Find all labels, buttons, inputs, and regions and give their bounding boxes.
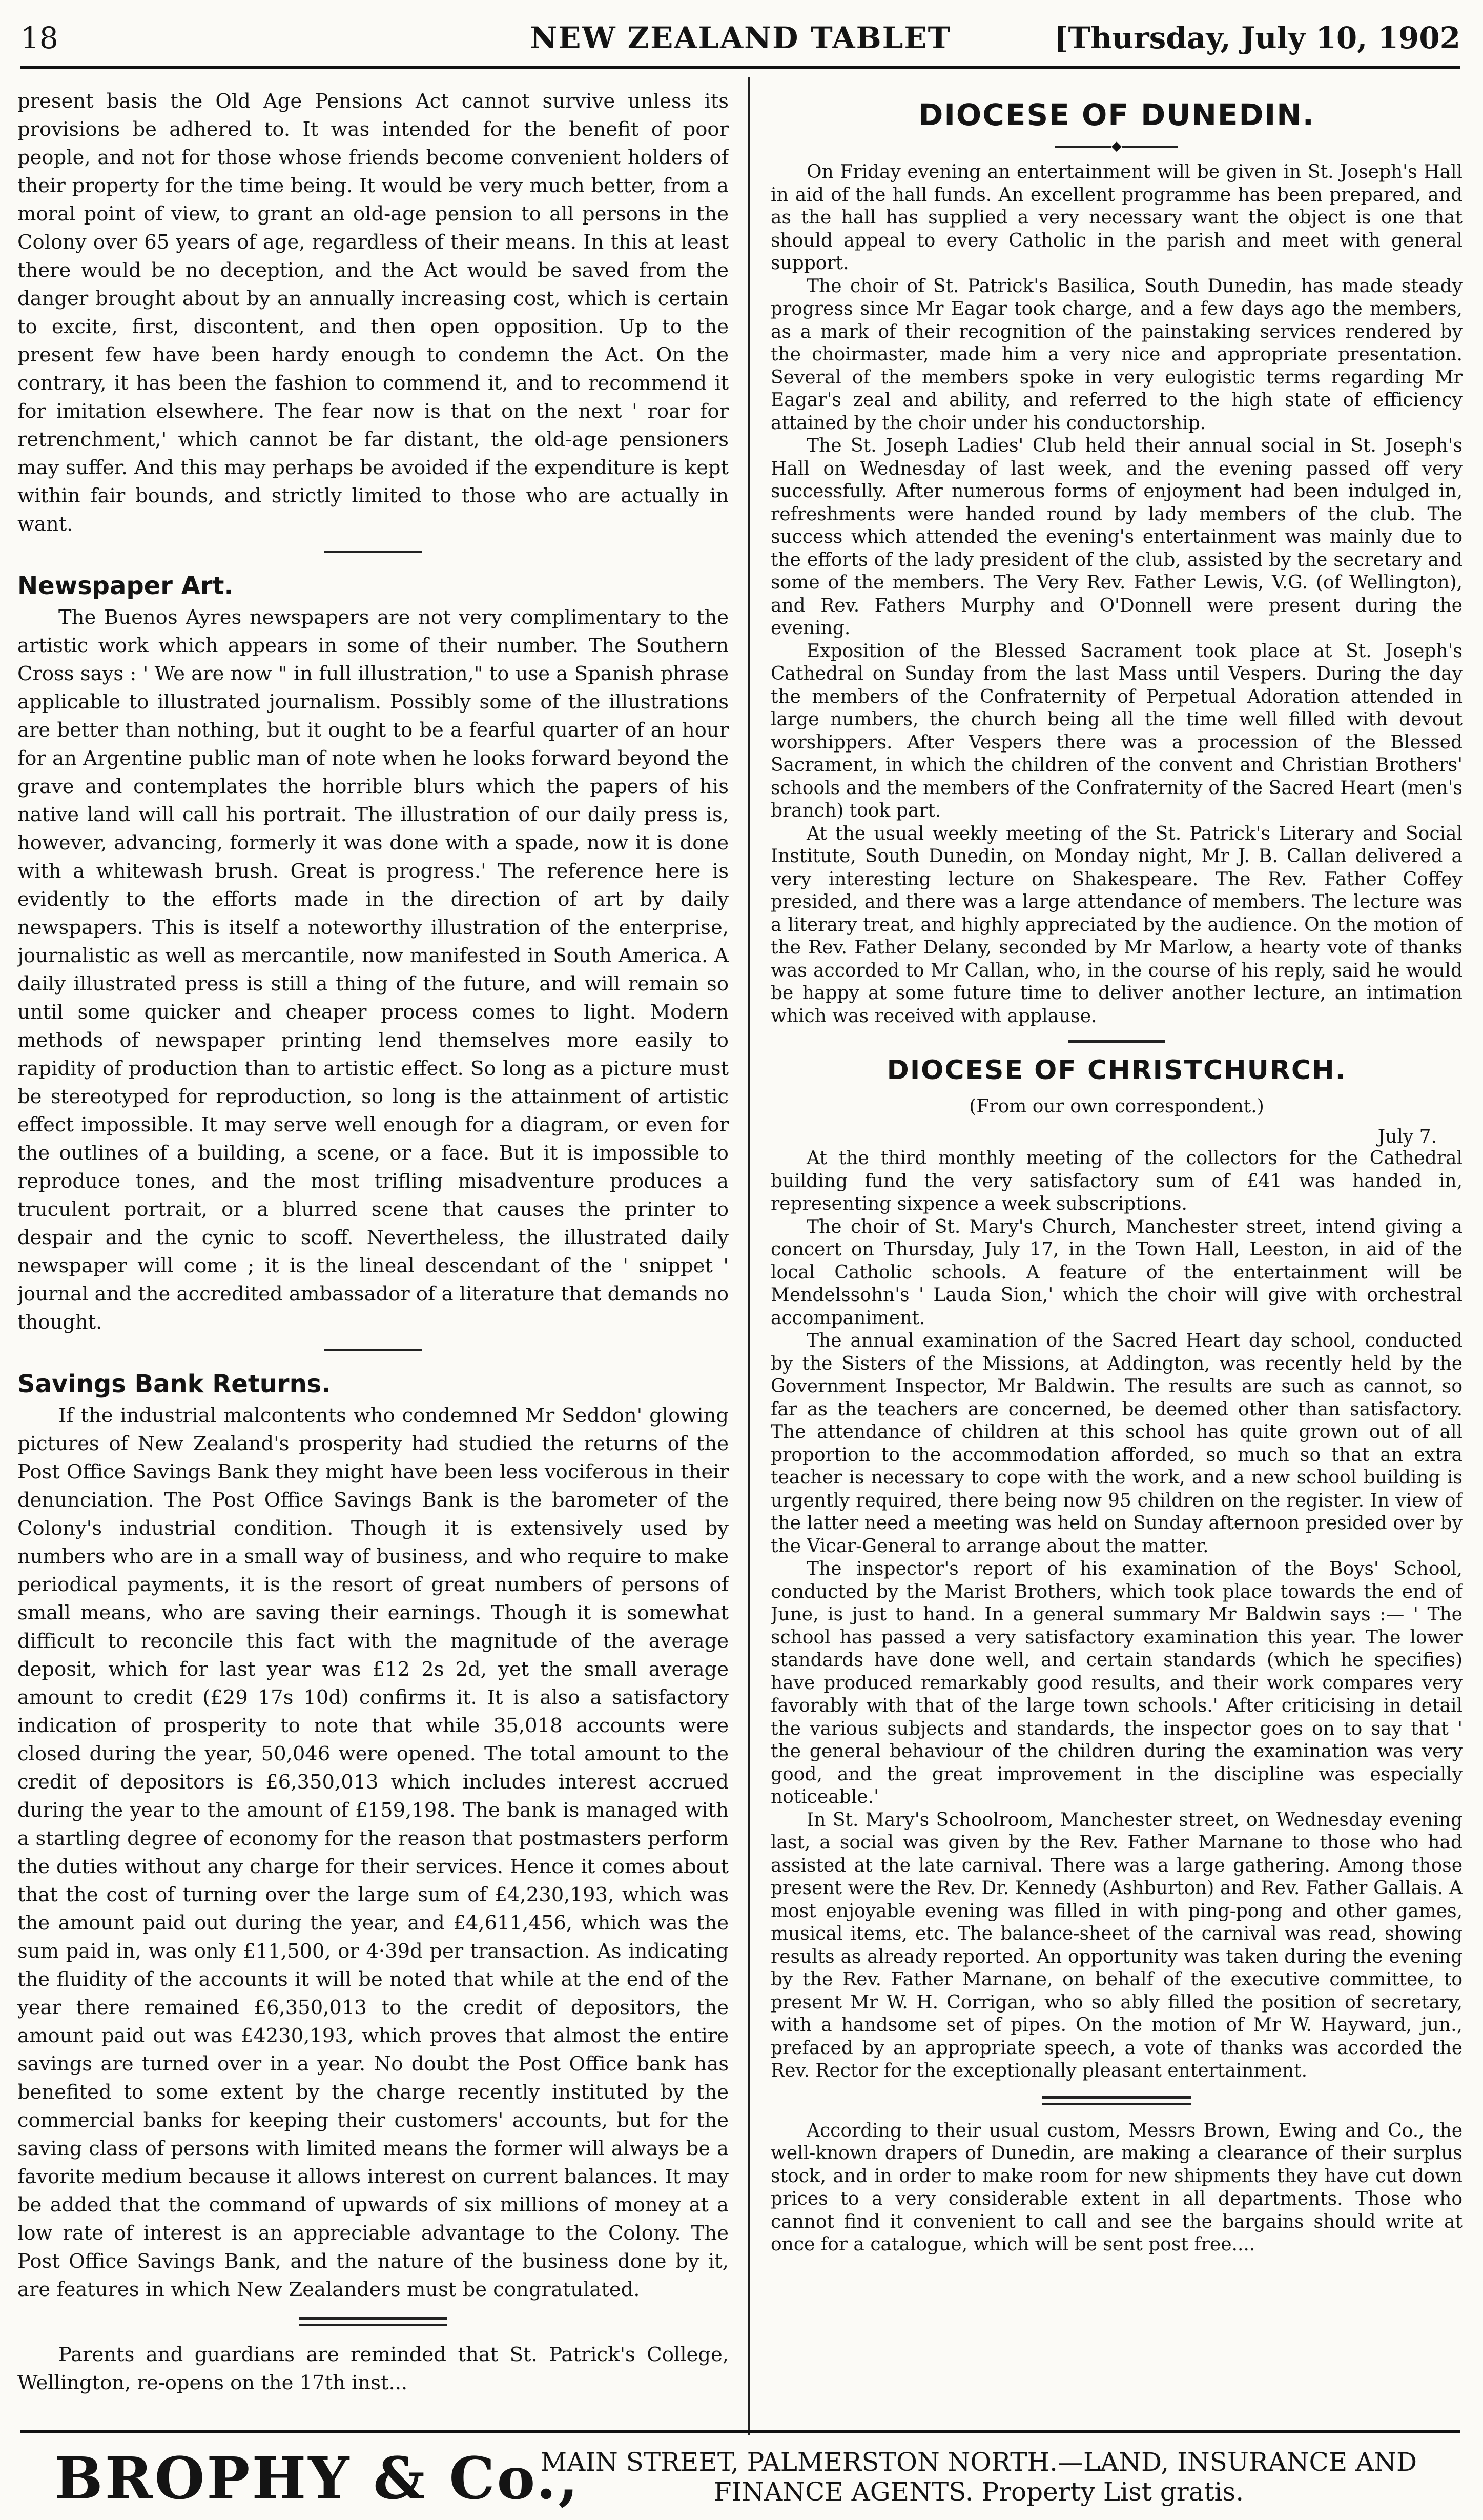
christchurch-paragraph: In St. Mary's Schoolroom, Manchester street, on Wednesday evening last, a social was given by the Rev. Father Marnane to those who had assisted at the late carnival. There was a large gathering. Among those present were the Rev. Dr. Kennedy (Ashburton) and Rev. Father Gallais. A most enjoyable evening was filled in with ping-pong and other games, musical items, etc. The balance-sheet of the carnival was read, showing results as already reported. An opportunity was taken during the evening by the Rev. Father Marnane, on behalf of the executive committee, to present Mr W. H. Corrigan, who so ably filled the position of secretary, with a handsome set of pipes. On the motion of Mr W. Hayward, jun., prefaced by an appropriate speech, a vote of thanks was accorded the Rev. Rector for the exceptionally pleasant entertainment. [771,1809,1463,2081]
advertisement-footer [20,2440,1460,2512]
dunedin-paragraph: At the usual weekly meeting of the St. Patrick's Literary and Social Institute, South Dunedin, on Monday night, Mr J. B. Callan delivered a very interesting lecture on Shakespeare. The Rev. Father Coffey presided, and there was a large attendance of members. The lecture was a literary treat, and highly appreciated by the audience. On the motion of the Rev. Father Delany, seconded by Mr Marlow, a hearty vote of thanks was accorded to Mr Callan, who, in the course of his reply, said he would be happy at some future time to deliver another lecture, an intimation which was received with applause. [771,823,1463,1027]
section-divider [324,1349,422,1351]
address-line-1: MAIN STREET, PALMERSTON NORTH.—LAND, INSURANCE AND [540,2447,1417,2477]
drapers-notice: According to their usual custom, Messrs Brown, Ewing and Co., the well-known drapers of Dunedin, are making a clearance of their surplus stock, and in order to make room for new shipments they have cut down prices to a very considerable extent in all departments. Those who cannot find it convenient to call and see the bargains should write at once for a catalogue, which will be sent post free.... [771,2120,1463,2255]
correspondent-note: (From our own correspondent.) [969,1096,1264,1117]
dunedin-paragraph: On Friday evening an entertainment will be given in St. Joseph's Hall in aid of the hall funds. An excellent programme has been prepared, and as the hall has supplied a very necessary want the object is one that should appeal to every Catholic in the parish and meet with general support. [771,161,1463,274]
address-line-2: FINANCE AGENTS. Property List gratis. [713,2477,1244,2507]
advertiser-name: BROPHY & Co., [54,2445,581,2512]
footer-rule [20,2430,1460,2433]
page-header [20,9,1460,69]
christchurch-paragraph: At the third monthly meeting of the collectors for the Cathedral building fund the very satisfactory sum of £41 was handed in, representing sixpence a week subscriptions. [771,1148,1463,1214]
christchurch-paragraph: The inspector's report of his examination of the Boys' School, conducted by the Marist Brothers, which took place towards the end of June, is just to hand. In a general summary Mr Baldwin says :— ' The school has passed a very satisfactory examination this year. The lower standards have done well, and certain standards (which he specifies) have produced remarkably good results, and their work compares very favorably with that of the large town schools.' After criticising in detail the various subjects and standards, the inspector goes on to say that ' the general behaviour of the children during the examination was very good, and the great improvement in the discipline was especially noticeable.' [771,1558,1463,1807]
section-divider [324,551,422,553]
ornament-divider: ◆ [771,138,1463,154]
double-divider [299,2317,447,2326]
christchurch-heading: DIOCESE OF CHRISTCHURCH. [887,1055,1347,1086]
newspaper-art-heading: Newspaper Art. [17,572,234,600]
dateline: July 7. [1377,1126,1437,1147]
issue-date: [Thursday, July 10, 1902 [1054,21,1460,55]
savings-bank-heading: Savings Bank Returns. [17,1370,331,1398]
savings-bank-paragraph: If the industrial malcontents who condemned Mr Seddon' glowing pictures of New Zealand's prosperity had studied the returns of the Post Office Savings Bank they might have been less vociferous in their denunciation. The Post Office Savings Bank is the barometer of the Colony's industrial condition. Though it is extensively used by numbers who are in a small way of business, and who require to make periodical payments, it is the resort of great numbers of persons of small means, who are saving their earnings. Though it is somewhat difficult to reconcile this fact with the magnitude of the average deposit, which for last year was £12 2s 2d, yet the small average amount to credit (£29 17s 10d) confirms it. It is also a satisfactory indication of prosperity to note that while 35,018 accounts were closed during the year, 50,046 were opened. The total amount to the credit of depositors is £6,350,013 which includes interest accrued during the year to the amount of £159,198. The bank is managed with a startling degree of economy for the reason that postmasters perform the duties without any charge for their services. Hence it comes about that the cost of turning over the large sum of £4,230,193, which was the amount paid out during the year, and £4,611,456, which was the sum paid in, was only £11,500, or 4·39d per transaction. As indicating the fluidity of the accounts it will be noted that while at the end of the year there remained £6,350,013 to the credit of depositors, the amount paid out was £4230,193, which proves that almost the entire savings are turned over in a year. No doubt the Post Office bank has benefited to some extent by the charge recently instituted by the commercial banks for keeping their customers' accounts, but for the saving class of persons with limited means the former will always be a favorite medium because it allows interest on current balances. It may be added that the command of upwards of six millions of money at a low rate of interest is an appreciable advantage to the Colony. The Post Office Savings Bank, and the nature of the business done by it, are features in which New Zealanders must be congratulated. [17,1404,729,2301]
right-column [771,87,1463,2425]
section-divider [1068,1040,1165,1043]
advertiser-address [518,2447,1440,2507]
christchurch-paragraph: The annual examination of the Sacred Heart day school, conducted by the Sisters of the Missions, at Addington, was recently held by the Government Inspector, Mr Baldwin. The results are such as cannot, so far as the teachers are concerned, be deemed other than satisfactory. The attendance of children at this school has quite grown out of all proportion to the accommodation afforded, so much so that an extra teacher is necessary to cope with the work, and a new school building is urgently required, there being now 95 children on the register. In view of the latter need a meeting was held on Sunday afternoon presided over by the Vicar-General to arrange about the matter. [771,1330,1463,1557]
double-divider [1042,2096,1191,2105]
dunedin-paragraph: Exposition of the Blessed Sacrament took place at St. Joseph's Cathedral on Sunday from the last Mass until Vespers. During the day the members of the Confraternity of Perpetual Adoration attended in large numbers, the church being all the time well filled with devout worshippers. After Vespers there was a procession of the Blessed Sacrament, in which the children of the convent and Christian Brothers' schools and the members of the Confraternity of the Sacred Heart (men's branch) took part. [771,640,1463,821]
pensions-paragraph: present basis the Old Age Pensions Act cannot survive unless its provisions be adhered to. It was intended for the benefit of poor people, and not for those whose friends become convenient holders of their property for the time being. It would be very much better, from a moral point of view, to grant an old-age pension to all persons in the Colony over 65 years of age, regardless of their means. In this at least there would be no deception, and the Act would be saved from the danger brought about by an annually increasing cost, which is certain to excite, first, discontent, and then open opposition. Up to the present few have been hardy enough to condemn the Act. On the contrary, it has been the fashion to commend it, and to recommend it for imitation elsewhere. The fear now is that on the next ' roar for retrenchment,' which cannot be far distant, the old-age pensioners may suffer. And this may perhaps be avoided if the expenditure is kept within fair bounds, and strictly limited to those who are actually in want. [17,90,729,536]
christchurch-paragraph: The choir of St. Mary's Church, Manchester street, intend giving a concert on Thursday, July 17, in the Town Hall, Leeston, in aid of the local Catholic schools. A feature of the entertainment will be Mendelssohn's ' Lauda Sion,' which the choir will give with orchestral accompaniment. [771,1216,1463,1329]
college-notice: Parents and guardians are reminded that St. Patrick's College, Wellington, re-opens on the 17th inst... [17,2343,729,2394]
dunedin-heading: DIOCESE OF DUNEDIN. [918,97,1315,132]
dunedin-paragraph: The choir of St. Patrick's Basilica, South Dunedin, has made steady progress since Mr Eagar took charge, and a few days ago the members, as a mark of their recognition of the painstaking services rendered by the choirmaster, made him a very nice and appropriate presentation. Several of the members spoke in very eulogistic terms regarding Mr Eagar's zeal and ability, and referred to the high state of efficiency attained by the choir under his conductorship. [771,275,1463,434]
column-divider [748,77,750,2435]
masthead-title: NEW ZEALAND TABLET [530,21,951,55]
newspaper-art-paragraph: The Buenos Ayres newspapers are not very complimentary to the artistic work which appears in some of their number. The Southern Cross says : ' We are now " in full illustration," to use a Spanish phrase applicable to illustrated journalism. Possibly some of the illustrations are better than nothing, but it ought to be a fearful quarter of an hour for an Argentine public man of note when he looks forward beyond the grave and contemplates the horrible blurs which the papers of his native land will call his portrait. The illustration of our daily press is, however, advancing, formerly it was done with a spade, now it is done with a whitewash brush. Great is progress.' The reference here is evidently to the efforts made in the direction of art by daily newspapers. This is itself a noteworthy illustration of the enterprise, journalistic as well as mercantile, now manifested in South America. A daily illustrated press is still a thing of the future, and will remain so until some quicker and cheaper process comes to light. Modern methods of newspaper printing lend themselves more easily to rapidity of production than to artistic effect. So long as a picture must be stereotyped for reproduction, so long is the attainment of artistic effect impossible. It may serve well enough for a diagram, or even for the outlines of a building, a scene, or a face. But it is impossible to reproduce tones, and the most trifling misadventure produces a truculent portrait, or a blurred scene that causes the printer to despair and the cynic to scoff. Nevertheless, the illustrated daily newspaper will come ; it is the lineal descendant of the ' snippet ' journal and the accredited ambassador of a literature that demands no thought. [17,606,729,1334]
dunedin-paragraph: The St. Joseph Ladies' Club held their annual social in St. Joseph's Hall on Wednesday of last week, and the evening passed off very successfully. After numerous forms of enjoyment had been indulged in, refreshments were handed round by lady members of the club. The success which attended the evening's entertainment was mainly due to the efforts of the lady president of the club, assisted by the secretary and some of the members. The Very Rev. Father Lewis, V.G. (of Wellington), and Rev. Fathers Murphy and O'Donnell were present during the evening. [771,435,1463,639]
left-column [17,87,729,2425]
page-number: 18 [20,21,58,55]
